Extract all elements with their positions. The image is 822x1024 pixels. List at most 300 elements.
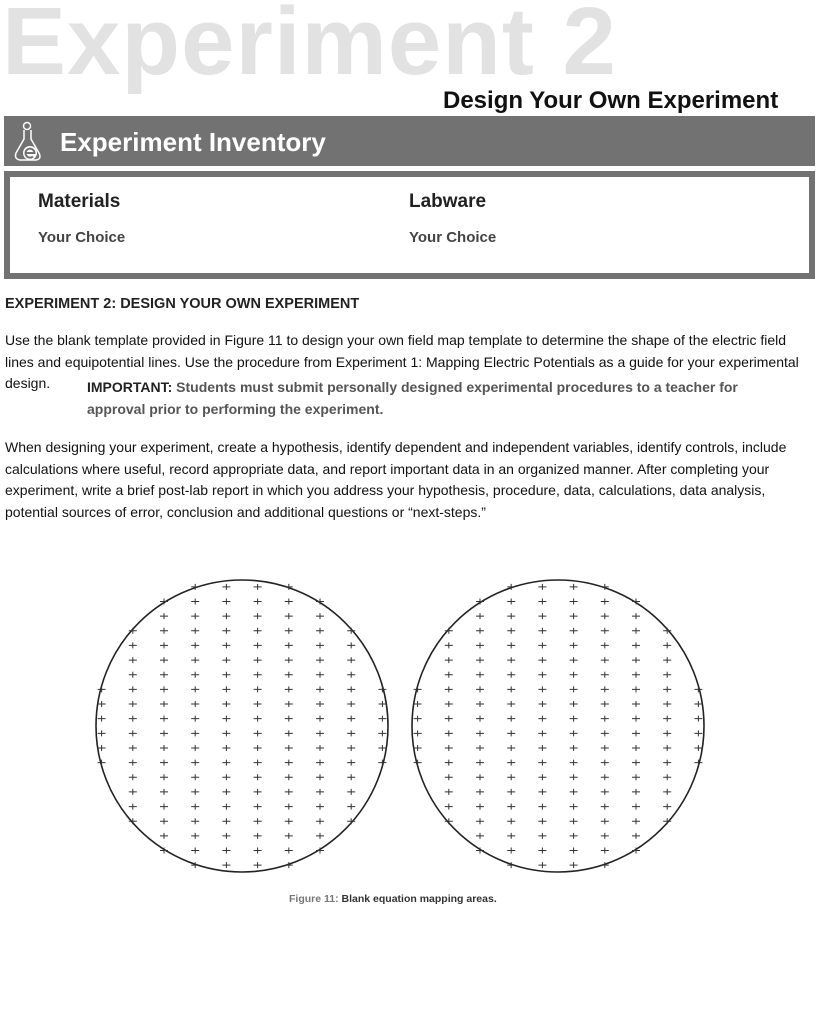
grid-plus-mark — [476, 657, 484, 663]
inventory-header — [4, 116, 815, 166]
grid-plus-mark — [378, 686, 386, 692]
grid-plus-mark — [507, 598, 515, 604]
grid-plus-mark — [222, 657, 230, 663]
grid-plus-mark — [285, 716, 293, 722]
grid-plus-mark — [254, 716, 262, 722]
grid-plus-mark — [632, 642, 640, 648]
grid-plus-mark — [601, 716, 609, 722]
grid-plus-mark — [476, 774, 484, 780]
grid-plus-mark — [570, 613, 578, 619]
grid-plus-mark — [507, 657, 515, 663]
grid-plus-mark — [538, 613, 546, 619]
grid-plus-mark — [601, 598, 609, 604]
grid-plus-mark — [476, 804, 484, 810]
grid-plus-mark — [538, 716, 546, 722]
grid-plus-mark — [222, 760, 230, 766]
grid-plus-mark — [347, 730, 355, 736]
grid-plus-mark — [507, 804, 515, 810]
grid-plus-mark — [538, 730, 546, 736]
grid-plus-mark — [476, 789, 484, 795]
grid-plus-mark — [129, 657, 137, 663]
grid-plus-mark — [191, 701, 199, 707]
grid-plus-mark — [222, 833, 230, 839]
grid-plus-mark — [445, 745, 453, 751]
grid-plus-mark — [254, 804, 262, 810]
grid-plus-mark — [538, 657, 546, 663]
grid-plus-mark — [476, 833, 484, 839]
grid-plus-mark — [160, 833, 168, 839]
grid-plus-mark — [601, 833, 609, 839]
grid-plus-mark — [222, 628, 230, 634]
grid-plus-mark — [285, 789, 293, 795]
grid-plus-mark — [254, 848, 262, 854]
grid-plus-mark — [632, 804, 640, 810]
grid-plus-mark — [160, 716, 168, 722]
grid-plus-mark — [445, 686, 453, 692]
grid-plus-mark — [129, 760, 137, 766]
grid-plus-mark — [663, 730, 671, 736]
grid-plus-mark — [160, 613, 168, 619]
mapping-circle — [412, 580, 704, 872]
grid-plus-mark — [191, 672, 199, 678]
grid-plus-mark — [663, 642, 671, 648]
grid-plus-mark — [316, 642, 324, 648]
grid-plus-mark — [254, 657, 262, 663]
grid-plus-mark — [601, 686, 609, 692]
grid-plus-mark — [632, 628, 640, 634]
grid-plus-mark — [476, 760, 484, 766]
grid-plus-mark — [160, 657, 168, 663]
grid-plus-mark — [191, 598, 199, 604]
grid-plus-mark — [632, 760, 640, 766]
grid-plus-mark — [570, 862, 578, 868]
important-note — [87, 377, 799, 420]
grid-plus-mark — [191, 642, 199, 648]
grid-plus-mark — [316, 613, 324, 619]
grid-plus-mark — [160, 686, 168, 692]
materials-value: Your Choice — [38, 229, 126, 246]
grid-plus-mark — [254, 584, 262, 590]
grid-plus-mark — [570, 833, 578, 839]
flask-e-icon — [10, 121, 46, 163]
grid-plus-mark — [285, 642, 293, 648]
grid-plus-mark — [254, 701, 262, 707]
grid-plus-mark — [663, 716, 671, 722]
grid-plus-mark — [601, 701, 609, 707]
intro-paragraph: Use the blank template provided in Figure 11 to design your own field map template to determine the shape of the electric field lines and equipotential lines. Use the procedure from Experiment 1: Mapping Electric Potentials as a guide for your experimental design. — [5, 332, 799, 392]
grid-plus-mark — [570, 701, 578, 707]
grid-plus-mark — [254, 628, 262, 634]
grid-plus-mark — [285, 818, 293, 824]
grid-plus-mark — [507, 818, 515, 824]
grid-plus-mark — [414, 760, 422, 766]
grid-plus-mark — [632, 730, 640, 736]
inventory-box — [4, 171, 815, 279]
grid-plus-mark — [160, 730, 168, 736]
grid-plus-mark — [316, 818, 324, 824]
grid-plus-mark — [570, 804, 578, 810]
grid-plus-mark — [191, 774, 199, 780]
grid-plus-mark — [347, 672, 355, 678]
grid-plus-mark — [601, 730, 609, 736]
grid-plus-mark — [129, 716, 137, 722]
mapping-area-2 — [412, 580, 704, 872]
grid-plus-mark — [129, 730, 137, 736]
grid-plus-mark — [507, 686, 515, 692]
grid-plus-mark — [538, 818, 546, 824]
grid-plus-mark — [285, 672, 293, 678]
grid-plus-mark — [445, 672, 453, 678]
grid-plus-mark — [538, 833, 546, 839]
grid-plus-mark — [222, 672, 230, 678]
grid-plus-mark — [507, 760, 515, 766]
grid-plus-mark — [663, 760, 671, 766]
grid-plus-mark — [98, 760, 106, 766]
grid-plus-mark — [601, 760, 609, 766]
grid-plus-mark — [414, 716, 422, 722]
grid-plus-mark — [445, 642, 453, 648]
grid-plus-mark — [129, 642, 137, 648]
grid-plus-mark — [507, 716, 515, 722]
grid-plus-mark — [285, 613, 293, 619]
grid-plus-mark — [191, 613, 199, 619]
grid-plus-mark — [445, 774, 453, 780]
grid-plus-mark — [285, 657, 293, 663]
grid-plus-mark — [254, 745, 262, 751]
grid-plus-mark — [445, 804, 453, 810]
grid-plus-mark — [570, 760, 578, 766]
grid-plus-mark — [254, 686, 262, 692]
grid-plus-mark — [316, 789, 324, 795]
grid-plus-mark — [663, 804, 671, 810]
grid-plus-mark — [476, 818, 484, 824]
grid-plus-mark — [254, 833, 262, 839]
grid-plus-mark — [538, 745, 546, 751]
labware-value: Your Choice — [409, 229, 497, 246]
grid-plus-mark — [570, 745, 578, 751]
mapping-areas-figure — [0, 560, 822, 890]
grid-plus-mark — [222, 818, 230, 824]
grid-plus-mark — [191, 657, 199, 663]
grid-plus-mark — [191, 730, 199, 736]
grid-plus-mark — [191, 833, 199, 839]
grid-plus-mark — [191, 848, 199, 854]
grid-plus-mark — [160, 672, 168, 678]
grid-plus-mark — [694, 716, 702, 722]
grid-plus-mark — [254, 760, 262, 766]
grid-plus-mark — [570, 716, 578, 722]
grid-plus-mark — [129, 804, 137, 810]
grid-plus-mark — [160, 701, 168, 707]
grid-plus-mark — [570, 774, 578, 780]
grid-plus-mark — [222, 686, 230, 692]
labware-heading: Labware — [409, 191, 487, 212]
grid-plus-mark — [476, 745, 484, 751]
grid-plus-mark — [191, 818, 199, 824]
grid-plus-mark — [347, 745, 355, 751]
grid-plus-mark — [601, 818, 609, 824]
grid-plus-mark — [632, 657, 640, 663]
grid-plus-mark — [129, 701, 137, 707]
grid-plus-mark — [98, 730, 106, 736]
grid-plus-mark — [222, 613, 230, 619]
grid-plus-mark — [254, 774, 262, 780]
grid-plus-mark — [476, 672, 484, 678]
grid-plus-mark — [601, 804, 609, 810]
grid-plus-mark — [191, 789, 199, 795]
grid-plus-mark — [285, 730, 293, 736]
section-heading: EXPERIMENT 2: DESIGN YOUR OWN EXPERIMENT — [5, 296, 360, 312]
grid-plus-mark — [285, 774, 293, 780]
grid-plus-mark — [222, 804, 230, 810]
grid-plus-mark — [191, 686, 199, 692]
grid-plus-mark — [570, 789, 578, 795]
grid-plus-mark — [445, 657, 453, 663]
grid-plus-mark — [570, 848, 578, 854]
grid-plus-mark — [222, 584, 230, 590]
grid-plus-mark — [445, 730, 453, 736]
grid-plus-mark — [254, 789, 262, 795]
grid-plus-mark — [570, 598, 578, 604]
grid-plus-mark — [285, 833, 293, 839]
grid-plus-mark — [538, 848, 546, 854]
grid-plus-mark — [601, 613, 609, 619]
grid-plus-mark — [601, 789, 609, 795]
important-text: Students must submit personally designed experimental procedures to a teacher for approval prior to performing the experiment. — [87, 379, 738, 417]
grid-plus-mark — [316, 686, 324, 692]
grid-plus-mark — [285, 686, 293, 692]
grid-plus-mark — [507, 848, 515, 854]
grid-plus-mark — [507, 628, 515, 634]
grid-plus-mark — [378, 716, 386, 722]
grid-plus-mark — [285, 745, 293, 751]
grid-plus-mark — [222, 745, 230, 751]
grid-plus-mark — [507, 672, 515, 678]
grid-plus-mark — [222, 730, 230, 736]
grid-plus-mark — [570, 628, 578, 634]
grid-plus-mark — [347, 789, 355, 795]
grid-plus-mark — [663, 672, 671, 678]
grid-plus-mark — [316, 716, 324, 722]
grid-plus-mark — [129, 745, 137, 751]
grid-plus-mark — [632, 701, 640, 707]
grid-plus-mark — [507, 789, 515, 795]
grid-plus-mark — [632, 789, 640, 795]
grid-plus-mark — [538, 642, 546, 648]
grid-plus-mark — [445, 716, 453, 722]
grid-plus-mark — [507, 745, 515, 751]
grid-plus-mark — [632, 672, 640, 678]
grid-plus-mark — [222, 862, 230, 868]
grid-plus-mark — [476, 628, 484, 634]
grid-plus-mark — [191, 716, 199, 722]
grid-plus-mark — [129, 672, 137, 678]
grid-plus-mark — [222, 716, 230, 722]
grid-plus-mark — [254, 598, 262, 604]
grid-plus-mark — [507, 730, 515, 736]
grid-plus-mark — [347, 642, 355, 648]
grid-plus-mark — [378, 760, 386, 766]
grid-plus-mark — [663, 686, 671, 692]
grid-plus-mark — [98, 686, 106, 692]
grid-plus-mark — [694, 760, 702, 766]
grid-plus-mark — [347, 774, 355, 780]
grid-plus-mark — [129, 789, 137, 795]
grid-plus-mark — [285, 701, 293, 707]
grid-plus-mark — [191, 804, 199, 810]
grid-plus-mark — [538, 774, 546, 780]
grid-plus-mark — [538, 628, 546, 634]
grid-plus-mark — [570, 686, 578, 692]
grid-plus-mark — [601, 774, 609, 780]
grid-plus-mark — [222, 848, 230, 854]
grid-plus-mark — [222, 642, 230, 648]
grid-plus-mark — [538, 862, 546, 868]
grid-plus-mark — [285, 598, 293, 604]
grid-plus-mark — [347, 701, 355, 707]
grid-plus-mark — [507, 701, 515, 707]
design-paragraph: When designing your experiment, create a hypothesis, identify dependent and independent variables, identify controls, include calculations where useful, record appropriate data, and report important data in an organized manner. After completing your experiment, write a brief post-lab report in which you address your hypothesis, procedure, data, calculations, data analysis, potential sources of error, conclusion and additional questions or “next-steps.” — [5, 439, 787, 520]
grid-plus-mark — [601, 745, 609, 751]
grid-plus-mark — [285, 760, 293, 766]
grid-plus-mark — [254, 818, 262, 824]
grid-plus-mark — [663, 774, 671, 780]
grid-plus-mark — [222, 701, 230, 707]
figure-caption — [289, 893, 497, 905]
grid-plus-mark — [632, 716, 640, 722]
grid-plus-mark — [378, 730, 386, 736]
grid-plus-mark — [601, 642, 609, 648]
grid-plus-mark — [570, 642, 578, 648]
grid-plus-mark — [538, 701, 546, 707]
grid-plus-mark — [570, 818, 578, 824]
grid-plus-mark — [347, 686, 355, 692]
grid-plus-mark — [570, 730, 578, 736]
grid-plus-mark — [254, 672, 262, 678]
grid-plus-mark — [222, 598, 230, 604]
grid-plus-mark — [222, 774, 230, 780]
grid-plus-mark — [507, 833, 515, 839]
grid-plus-mark — [254, 730, 262, 736]
grid-plus-mark — [445, 789, 453, 795]
grid-plus-mark — [663, 657, 671, 663]
grid-plus-mark — [191, 760, 199, 766]
grid-plus-mark — [632, 774, 640, 780]
grid-plus-mark — [663, 789, 671, 795]
grid-plus-mark — [632, 745, 640, 751]
grid-plus-mark — [663, 701, 671, 707]
grid-plus-mark — [507, 642, 515, 648]
grid-plus-mark — [316, 628, 324, 634]
grid-plus-mark — [191, 745, 199, 751]
experiment-number-title: Experiment 2 — [2, 0, 617, 95]
grid-plus-mark — [316, 745, 324, 751]
grid-plus-mark — [285, 804, 293, 810]
grid-plus-mark — [222, 789, 230, 795]
grid-plus-mark — [507, 613, 515, 619]
figure-caption-text: Blank equation mapping areas. — [338, 893, 497, 905]
grid-plus-mark — [316, 672, 324, 678]
materials-column — [38, 191, 125, 246]
grid-plus-mark — [254, 862, 262, 868]
figure-label: Figure 11: — [289, 893, 339, 905]
grid-plus-mark — [476, 730, 484, 736]
grid-plus-mark — [538, 760, 546, 766]
grid-plus-mark — [160, 760, 168, 766]
grid-plus-mark — [601, 657, 609, 663]
grid-plus-mark — [476, 642, 484, 648]
grid-plus-mark — [316, 833, 324, 839]
grid-plus-mark — [538, 598, 546, 604]
grid-plus-mark — [347, 804, 355, 810]
grid-plus-mark — [601, 848, 609, 854]
grid-plus-mark — [414, 686, 422, 692]
grid-plus-mark — [476, 613, 484, 619]
grid-plus-mark — [570, 657, 578, 663]
grid-plus-mark — [663, 745, 671, 751]
grid-plus-mark — [285, 628, 293, 634]
grid-plus-mark — [414, 730, 422, 736]
grid-plus-mark — [160, 789, 168, 795]
grid-plus-mark — [347, 657, 355, 663]
grid-plus-mark — [316, 804, 324, 810]
grid-plus-mark — [632, 833, 640, 839]
grid-plus-mark — [254, 613, 262, 619]
grid-plus-mark — [316, 701, 324, 707]
grid-plus-mark — [129, 774, 137, 780]
grid-plus-mark — [507, 774, 515, 780]
grid-plus-mark — [160, 818, 168, 824]
important-label: IMPORTANT: — [87, 379, 173, 395]
grid-plus-mark — [160, 774, 168, 780]
inventory-title: Experiment Inventory — [60, 127, 326, 157]
grid-plus-mark — [160, 745, 168, 751]
grid-plus-mark — [98, 716, 106, 722]
grid-plus-mark — [538, 672, 546, 678]
grid-plus-mark — [570, 672, 578, 678]
grid-plus-mark — [129, 686, 137, 692]
grid-plus-mark — [316, 657, 324, 663]
page-title: Design Your Own Experiment — [443, 87, 779, 114]
grid-plus-mark — [476, 701, 484, 707]
labware-column — [409, 191, 496, 246]
grid-plus-mark — [316, 774, 324, 780]
mapping-circle — [96, 580, 388, 872]
grid-plus-mark — [694, 686, 702, 692]
grid-plus-mark — [445, 701, 453, 707]
grid-plus-mark — [601, 628, 609, 634]
mapping-area-1 — [96, 580, 388, 872]
grid-plus-mark — [347, 760, 355, 766]
grid-plus-mark — [316, 760, 324, 766]
grid-plus-mark — [160, 804, 168, 810]
grid-plus-mark — [601, 672, 609, 678]
grid-plus-mark — [191, 628, 199, 634]
grid-plus-mark — [694, 730, 702, 736]
grid-plus-mark — [445, 760, 453, 766]
grid-plus-mark — [538, 789, 546, 795]
materials-heading: Materials — [38, 191, 121, 212]
grid-plus-mark — [632, 818, 640, 824]
grid-plus-mark — [538, 804, 546, 810]
grid-plus-mark — [160, 642, 168, 648]
grid-plus-mark — [476, 686, 484, 692]
grid-plus-mark — [316, 730, 324, 736]
grid-plus-mark — [538, 686, 546, 692]
grid-plus-mark — [632, 686, 640, 692]
grid-plus-mark — [285, 848, 293, 854]
grid-plus-mark — [632, 613, 640, 619]
